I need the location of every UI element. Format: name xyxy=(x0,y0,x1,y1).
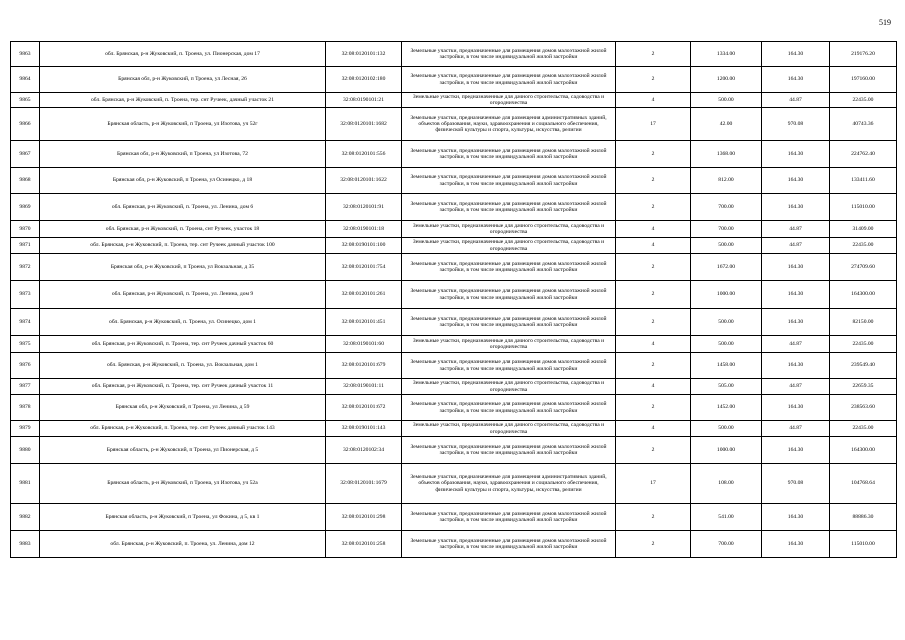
address-cell: обл. Брянская, р-н Жуковский, п. Троена, тер. снт Ручеек дачный участок 100 xyxy=(40,238,326,254)
land-use-cell: Земельные участки, предназначенные для размещения домов малоэтажной жилой застройки, в том числе индивидуальной жилой застройки xyxy=(402,309,616,336)
table-row xyxy=(11,141,897,168)
row-number-cell: 9866 xyxy=(11,108,40,141)
group-code-cell: 2 xyxy=(616,194,691,221)
area-cell: 1000.00 xyxy=(691,437,762,464)
land-use-cell: Земельные участки, предназначенные для размещения домов малоэтажной жилой застройки, в том числе индивидуальной жилой застройки xyxy=(402,141,616,168)
address-cell: Брянская область, р-н Жуковский, п Троена, ул Изотова, уч 52г xyxy=(40,108,326,141)
cadastral-value-cell: 274709.60 xyxy=(830,254,897,281)
area-cell: 1458.00 xyxy=(691,353,762,379)
area-cell: 1672.00 xyxy=(691,254,762,281)
address-cell: обл. Брянская, р-н Жуковский, п. Троена, ул. Осинецко, дом 1 xyxy=(40,309,326,336)
cadastral-number-cell: 32:08:0120101:1622 xyxy=(326,168,402,194)
land-use-cell: Земельные участки, предназначенные для размещения домов малоэтажной жилой застройки, в том числе индивидуальной жилой застройки xyxy=(402,437,616,464)
land-use-cell: Земельные участки, предназначенные для размещения домов малоэтажной жилой застройки, в том числе индивидуальной жилой застройки xyxy=(402,194,616,221)
area-cell: 700.00 xyxy=(691,221,762,238)
cadastral-value-cell: 22435.00 xyxy=(830,421,897,437)
table-body xyxy=(11,42,897,558)
specific-value-cell: 44.87 xyxy=(762,379,830,395)
land-use-cell: Земельные участки, предназначенные для размещения домов малоэтажной жилой застройки, в том числе индивидуальной жилой застройки xyxy=(402,395,616,421)
specific-value-cell: 44.87 xyxy=(762,336,830,353)
table-row xyxy=(11,421,897,437)
group-code-cell: 4 xyxy=(616,221,691,238)
area-cell: 500.00 xyxy=(691,336,762,353)
address-cell: обл. Брянская, р-н Жуковский, п. Троена, ул. Пионерская, дом 17 xyxy=(40,42,326,67)
row-number-cell: 9864 xyxy=(11,67,40,93)
cadastral-value-cell: 31409.00 xyxy=(830,221,897,238)
cadastral-number-cell: 32:08:0120101:258 xyxy=(326,531,402,558)
group-code-cell: 2 xyxy=(616,353,691,379)
row-number-cell: 9870 xyxy=(11,221,40,238)
cadastral-value-cell: 133411.60 xyxy=(830,168,897,194)
row-number-cell: 9883 xyxy=(11,531,40,558)
cadastral-number-cell: 32:08:0190101:143 xyxy=(326,421,402,437)
table-row xyxy=(11,108,897,141)
land-use-cell: Земельные участки, предназначенные для размещения домов малоэтажной жилой застройки, в том числе индивидуальной жилой застройки xyxy=(402,168,616,194)
specific-value-cell: 164.30 xyxy=(762,194,830,221)
land-use-cell: Земельные участки, предназначенные для размещения домов малоэтажной жилой застройки, в том числе индивидуальной жилой застройки xyxy=(402,67,616,93)
group-code-cell: 17 xyxy=(616,464,691,504)
address-cell: Брянская обл, р-н Жуковский, п Троена, ул Ленина, д 59 xyxy=(40,395,326,421)
cadastral-value-cell: 197160.00 xyxy=(830,67,897,93)
address-cell: обл. Брянская, р-н Жуковский, п. Троена, тер. снт Ручеек, дачный участок 21 xyxy=(40,93,326,108)
row-number-cell: 9875 xyxy=(11,336,40,353)
cadastral-number-cell: 32:08:0190101:100 xyxy=(326,238,402,254)
table-row xyxy=(11,281,897,309)
table-row xyxy=(11,309,897,336)
group-code-cell: 2 xyxy=(616,309,691,336)
area-cell: 1200.00 xyxy=(691,67,762,93)
row-number-cell: 9868 xyxy=(11,168,40,194)
specific-value-cell: 164.30 xyxy=(762,254,830,281)
table-row xyxy=(11,353,897,379)
cadastral-value-cell: 224762.40 xyxy=(830,141,897,168)
land-use-cell: Земельные участки, предназначенные для размещения административных зданий, объектов образования, науки, здравоохранения и социального обеспечения, физической культуры и спорта, культуры, искусства, религии xyxy=(402,108,616,141)
group-code-cell: 2 xyxy=(616,254,691,281)
group-code-cell: 2 xyxy=(616,168,691,194)
address-cell: обл. Брянская, р-н Жуковский, п. Троена, тер. снт Ручеек дачный участок 143 xyxy=(40,421,326,437)
row-number-cell: 9872 xyxy=(11,254,40,281)
cadastral-number-cell: 32:08:0120101:132 xyxy=(326,42,402,67)
address-cell: обл. Брянская, р-н Жуковский, п. Троена, тер. снт Ручеек дачный участок 60 xyxy=(40,336,326,353)
table-row xyxy=(11,42,897,67)
specific-value-cell: 44.87 xyxy=(762,421,830,437)
specific-value-cell: 164.30 xyxy=(762,168,830,194)
area-cell: 1334.00 xyxy=(691,42,762,67)
group-code-cell: 4 xyxy=(616,336,691,353)
area-cell: 700.00 xyxy=(691,531,762,558)
land-use-cell: Земельные участки, предназначенные для размещения домов малоэтажной жилой застройки, в том числе индивидуальной жилой застройки xyxy=(402,254,616,281)
address-cell: Брянская область, р-н Жуковский, п Троена, ул Фокина, д 5, кв 1 xyxy=(40,504,326,531)
row-number-cell: 9880 xyxy=(11,437,40,464)
address-cell: обл. Брянская, р-н Жуковский, п. Троена, ул. Ленина, дом 12 xyxy=(40,531,326,558)
cadastral-number-cell: 32:08:0120101:672 xyxy=(326,395,402,421)
cadastral-number-cell: 32:08:0120101:679 xyxy=(326,353,402,379)
area-cell: 108.00 xyxy=(691,464,762,504)
area-cell: 500.00 xyxy=(691,93,762,108)
address-cell: обл. Брянская, р-н Жуковский, п. Троена, ул. Ленина, дом 6 xyxy=(40,194,326,221)
table-row xyxy=(11,93,897,108)
table-row xyxy=(11,531,897,558)
address-cell: обл. Брянская, р-н Жуковский, п. Троена, тер. снт Ручеек дачный участок 11 xyxy=(40,379,326,395)
table-row xyxy=(11,67,897,93)
specific-value-cell: 164.30 xyxy=(762,437,830,464)
cadastral-value-cell: 104768.64 xyxy=(830,464,897,504)
land-use-cell: Земельные участки, предназначенные для размещения административных зданий, объектов образования, науки, здравоохранения и социального обеспечения, физической культуры и спорта, культуры, искусства, религии xyxy=(402,464,616,504)
land-use-cell: Земельные участки, предназначенные для размещения домов малоэтажной жилой застройки, в том числе индивидуальной жилой застройки xyxy=(402,531,616,558)
table-row xyxy=(11,221,897,238)
land-use-cell: Земельные участки, предназначенные для дачного строительства, садоводства и огородничества xyxy=(402,238,616,254)
table-row xyxy=(11,395,897,421)
group-code-cell: 4 xyxy=(616,238,691,254)
address-cell: обл. Брянская, р-н Жуковский, п. Троена, ул. Вокзальная, дом 1 xyxy=(40,353,326,379)
cadastral-value-cell: 40743.36 xyxy=(830,108,897,141)
cadastral-number-cell: 32:08:0120102:180 xyxy=(326,67,402,93)
table-row xyxy=(11,254,897,281)
address-cell: Брянская обл, р-н Жуковский, п Троена, ул Лесная, 26 xyxy=(40,67,326,93)
row-number-cell: 9869 xyxy=(11,194,40,221)
area-cell: 505.00 xyxy=(691,379,762,395)
cadastral-value-cell: 164300.00 xyxy=(830,437,897,464)
specific-value-cell: 970.08 xyxy=(762,108,830,141)
group-code-cell: 2 xyxy=(616,141,691,168)
specific-value-cell: 44.87 xyxy=(762,238,830,254)
cadastral-number-cell: 32:08:0120101:91 xyxy=(326,194,402,221)
row-number-cell: 9878 xyxy=(11,395,40,421)
specific-value-cell: 164.30 xyxy=(762,504,830,531)
row-number-cell: 9874 xyxy=(11,309,40,336)
area-cell: 541.00 xyxy=(691,504,762,531)
row-number-cell: 9877 xyxy=(11,379,40,395)
group-code-cell: 2 xyxy=(616,504,691,531)
cadastral-number-cell: 32:08:0120101:556 xyxy=(326,141,402,168)
cadastral-number-cell: 32:08:0190101:18 xyxy=(326,221,402,238)
table-row xyxy=(11,194,897,221)
cadastral-value-table xyxy=(10,41,897,558)
area-cell: 42.00 xyxy=(691,108,762,141)
land-use-cell: Земельные участки, предназначенные для дачного строительства, садоводства и огородничества xyxy=(402,93,616,108)
group-code-cell: 2 xyxy=(616,281,691,309)
group-code-cell: 4 xyxy=(616,421,691,437)
address-cell: Брянская обл, р-н Жуковский, п Троена, ул Вокзальная, д 35 xyxy=(40,254,326,281)
group-code-cell: 2 xyxy=(616,395,691,421)
land-use-cell: Земельные участки, предназначенные для размещения домов малоэтажной жилой застройки, в том числе индивидуальной жилой застройки xyxy=(402,42,616,67)
cadastral-number-cell: 32:08:0120101:754 xyxy=(326,254,402,281)
cadastral-value-cell: 22659.35 xyxy=(830,379,897,395)
specific-value-cell: 164.30 xyxy=(762,395,830,421)
group-code-cell: 2 xyxy=(616,42,691,67)
group-code-cell: 2 xyxy=(616,531,691,558)
land-use-cell: Земельные участки, предназначенные для дачного строительства, садоводства и огородничества xyxy=(402,336,616,353)
table-row xyxy=(11,238,897,254)
row-number-cell: 9863 xyxy=(11,42,40,67)
group-code-cell: 2 xyxy=(616,67,691,93)
cadastral-value-cell: 22435.00 xyxy=(830,93,897,108)
cadastral-value-cell: 239549.40 xyxy=(830,353,897,379)
land-use-cell: Земельные участки, предназначенные для дачного строительства, садоводства и огородничества xyxy=(402,221,616,238)
cadastral-value-cell: 22435.00 xyxy=(830,336,897,353)
group-code-cell: 17 xyxy=(616,108,691,141)
group-code-cell: 2 xyxy=(616,437,691,464)
address-cell: Брянская область, р-н Жуковский, п Троена, ул Изотова, уч 52а xyxy=(40,464,326,504)
page-number: 519 xyxy=(879,18,891,27)
cadastral-value-cell: 115010.00 xyxy=(830,194,897,221)
cadastral-number-cell: 32:08:0120102:34 xyxy=(326,437,402,464)
land-use-cell: Земельные участки, предназначенные для дачного строительства, садоводства и огородничества xyxy=(402,379,616,395)
land-use-cell: Земельные участки, предназначенные для размещения домов малоэтажной жилой застройки, в том числе индивидуальной жилой застройки xyxy=(402,281,616,309)
land-use-cell: Земельные участки, предназначенные для размещения домов малоэтажной жилой застройки, в том числе индивидуальной жилой застройки xyxy=(402,504,616,531)
cadastral-number-cell: 32:08:0120101:1679 xyxy=(326,464,402,504)
area-cell: 1368.00 xyxy=(691,141,762,168)
land-use-cell: Земельные участки, предназначенные для размещения домов малоэтажной жилой застройки, в том числе индивидуальной жилой застройки xyxy=(402,353,616,379)
address-cell: обл. Брянская, р-н Жуковский, п. Троена, снт Ручеек, участок 18 xyxy=(40,221,326,238)
table-row xyxy=(11,336,897,353)
land-use-cell: Земельные участки, предназначенные для дачного строительства, садоводства и огородничества xyxy=(402,421,616,437)
cadastral-number-cell: 32:08:0190101:11 xyxy=(326,379,402,395)
cadastral-number-cell: 32:08:0190101:60 xyxy=(326,336,402,353)
row-number-cell: 9881 xyxy=(11,464,40,504)
table-row xyxy=(11,464,897,504)
area-cell: 500.00 xyxy=(691,309,762,336)
group-code-cell: 4 xyxy=(616,93,691,108)
specific-value-cell: 970.08 xyxy=(762,464,830,504)
cadastral-number-cell: 32:08:0120101:451 xyxy=(326,309,402,336)
cadastral-value-cell: 22435.00 xyxy=(830,238,897,254)
area-cell: 500.00 xyxy=(691,421,762,437)
specific-value-cell: 164.30 xyxy=(762,531,830,558)
row-number-cell: 9882 xyxy=(11,504,40,531)
table-row xyxy=(11,379,897,395)
area-cell: 1452.00 xyxy=(691,395,762,421)
area-cell: 700.00 xyxy=(691,194,762,221)
cadastral-value-cell: 219176.20 xyxy=(830,42,897,67)
cadastral-value-cell: 88886.30 xyxy=(830,504,897,531)
row-number-cell: 9876 xyxy=(11,353,40,379)
table-row xyxy=(11,437,897,464)
cadastral-number-cell: 32:08:0120101:261 xyxy=(326,281,402,309)
area-cell: 500.00 xyxy=(691,238,762,254)
cadastral-number-cell: 32:08:0190101:21 xyxy=(326,93,402,108)
specific-value-cell: 44.87 xyxy=(762,93,830,108)
cadastral-value-cell: 115010.00 xyxy=(830,531,897,558)
address-cell: обл. Брянская, р-н Жуковский, п. Троена, ул. Ленина, дом 9 xyxy=(40,281,326,309)
specific-value-cell: 164.30 xyxy=(762,67,830,93)
cadastral-number-cell: 32:08:0120101:1682 xyxy=(326,108,402,141)
specific-value-cell: 164.30 xyxy=(762,281,830,309)
cadastral-value-cell: 164300.00 xyxy=(830,281,897,309)
specific-value-cell: 164.30 xyxy=(762,309,830,336)
row-number-cell: 9867 xyxy=(11,141,40,168)
cadastral-value-cell: 82150.00 xyxy=(830,309,897,336)
row-number-cell: 9879 xyxy=(11,421,40,437)
area-cell: 812.00 xyxy=(691,168,762,194)
address-cell: Брянская область, р-н Жуковский, п Троена, ул Пионерская, д 5 xyxy=(40,437,326,464)
table-row xyxy=(11,504,897,531)
specific-value-cell: 164.30 xyxy=(762,42,830,67)
cadastral-value-cell: 238563.60 xyxy=(830,395,897,421)
cadastral-number-cell: 32:08:0120101:298 xyxy=(326,504,402,531)
specific-value-cell: 44.87 xyxy=(762,221,830,238)
row-number-cell: 9865 xyxy=(11,93,40,108)
address-cell: Брянская обл, р-н Жуковский, п Троена, ул Изотова, 72 xyxy=(40,141,326,168)
row-number-cell: 9873 xyxy=(11,281,40,309)
specific-value-cell: 164.30 xyxy=(762,141,830,168)
address-cell: Брянская обл, р-н Жуковский, п Троена, ул Осинецко, д 18 xyxy=(40,168,326,194)
row-number-cell: 9871 xyxy=(11,238,40,254)
area-cell: 1000.00 xyxy=(691,281,762,309)
table-row xyxy=(11,168,897,194)
group-code-cell: 4 xyxy=(616,379,691,395)
specific-value-cell: 164.30 xyxy=(762,353,830,379)
